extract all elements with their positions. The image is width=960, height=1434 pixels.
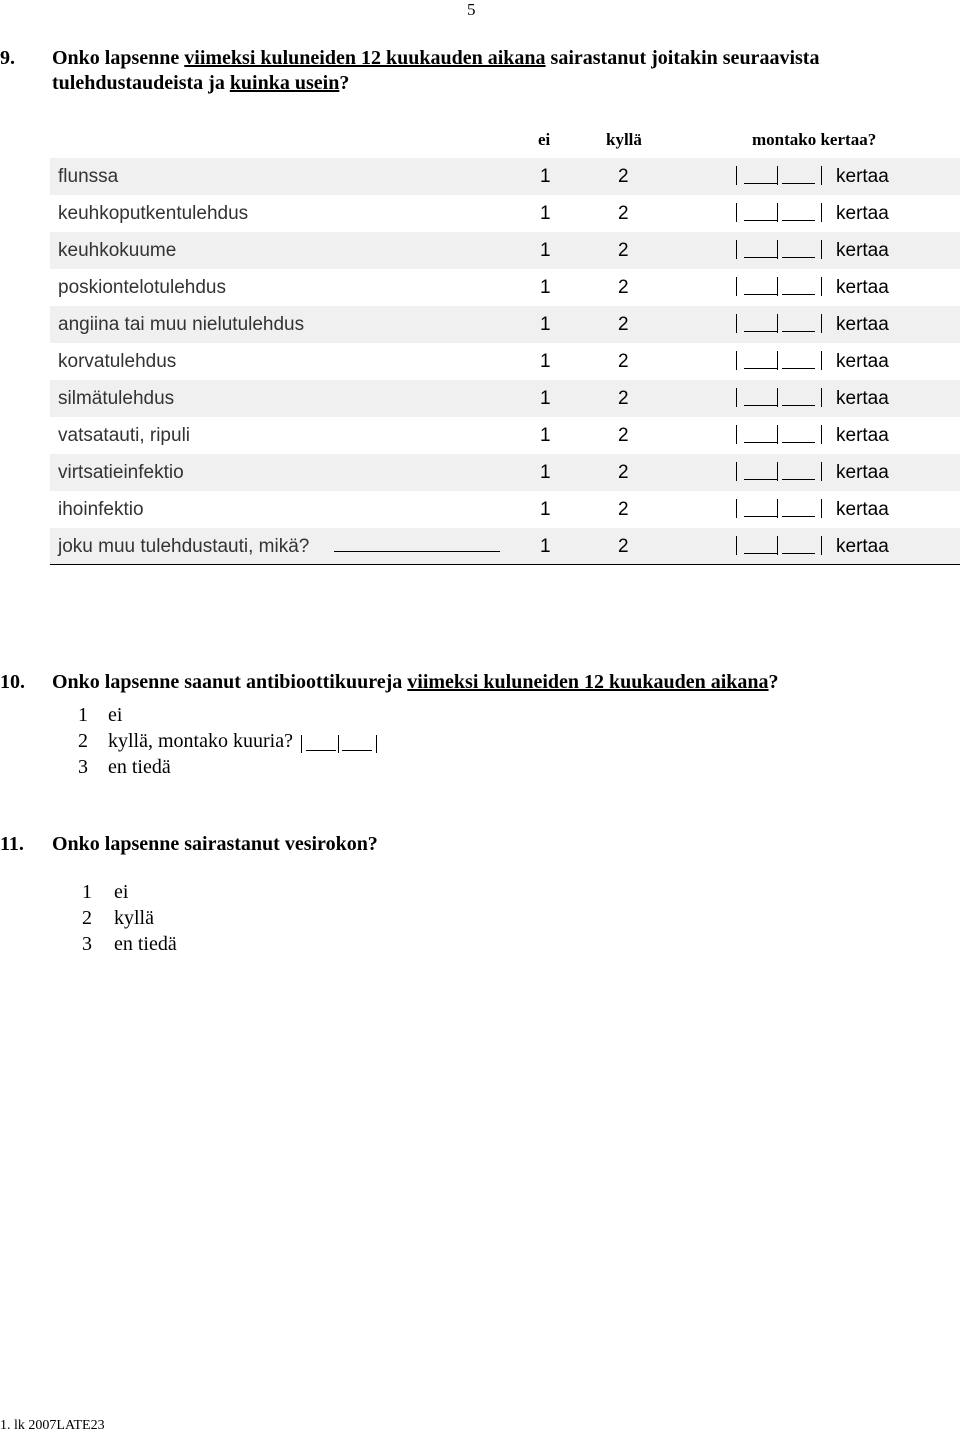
q10-text-b: ? [768,671,779,693]
row-label: keuhkokuume [58,240,177,261]
count-boxes[interactable] [736,462,821,481]
count-unit: kertaa [836,240,889,261]
table-row [50,528,960,565]
q10-text-underlined-period: viimeksi kuluneiden 12 kuukauden aikana [407,671,769,693]
count-boxes[interactable] [736,351,821,370]
question-9-line-1 [52,46,819,71]
option-yes[interactable]: 2 [618,166,629,187]
q11-option-1[interactable] [82,881,382,907]
count-boxes[interactable] [736,499,821,518]
page-number: 5 [467,0,476,19]
option-yes[interactable]: 2 [618,314,629,335]
q10-text-a: Onko lapsenne saanut antibioottikuureja [52,671,408,693]
q10-option-2-code: 2 [78,730,88,752]
q11-option-2[interactable] [82,907,382,933]
option-no[interactable]: 1 [540,499,551,520]
count-boxes[interactable] [736,240,821,259]
question-9-number: 9. [0,47,15,69]
q10-option-3[interactable] [78,756,478,782]
q10-option-3-code: 3 [78,756,88,778]
count-unit: kertaa [836,203,889,224]
other-infection-field[interactable] [334,535,500,552]
row-label: ihoinfektio [58,499,144,520]
question-10-number: 10. [0,671,25,693]
row-label: flunssa [58,166,119,187]
table-row [50,306,960,343]
infection-table [50,158,960,565]
option-yes[interactable]: 2 [618,536,629,557]
row-label: keuhkoputkentulehdus [58,203,249,224]
count-boxes[interactable] [736,166,821,185]
question-11-text: Onko lapsenne sairastanut vesirokon? [52,833,378,855]
column-header-no: ei [538,130,551,149]
option-yes[interactable]: 2 [618,499,629,520]
count-boxes[interactable] [736,203,821,222]
row-label: vatsatauti, ripuli [58,425,191,446]
count-unit: kertaa [836,277,889,298]
q11-option-2-code: 2 [82,907,92,929]
q10-option-2[interactable] [78,730,478,756]
q10-option-3-label: en tiedä [108,756,171,778]
row-label: korvatulehdus [58,351,177,372]
question-11-heading [0,832,960,857]
row-label: virtsatieinfektio [58,462,184,483]
option-yes[interactable]: 2 [618,462,629,483]
count-unit: kertaa [836,388,889,409]
q9-text-b: sairastanut joitakin seuraavista [545,47,820,69]
count-unit: kertaa [836,166,889,187]
count-unit: kertaa [836,351,889,372]
count-unit: kertaa [836,425,889,446]
column-header-count: montako kertaa? [752,130,877,149]
count-boxes[interactable] [736,314,821,333]
option-yes[interactable]: 2 [618,277,629,298]
column-header-yes: kyllä [606,130,642,149]
q11-option-1-code: 1 [82,881,92,903]
option-yes[interactable]: 2 [618,240,629,261]
q9-text-underlined-period: viimeksi kuluneiden 12 kuukauden aikana [184,47,546,69]
q10-option-1-label: ei [108,704,123,726]
q9-text-underlined-frequency: kuinka usein [229,72,340,94]
question-10-text [52,670,779,695]
q11-option-3[interactable] [82,933,382,959]
option-yes[interactable]: 2 [618,425,629,446]
table-row [50,491,960,528]
question-10-heading [0,670,960,695]
table-row [50,232,960,269]
table-bottom-rule [50,564,960,565]
q9-text-c: tulehdustaudeista ja [52,72,230,94]
q11-option-1-label: ei [114,881,129,903]
q9-text-d: ? [339,72,350,94]
count-boxes[interactable] [736,425,821,444]
option-no[interactable]: 1 [540,462,551,483]
count-unit: kertaa [836,314,889,335]
question-9-heading [0,46,960,96]
option-no[interactable]: 1 [540,388,551,409]
option-no[interactable]: 1 [540,425,551,446]
row-label: poskiontelotulehdus [58,277,226,298]
q11-option-3-code: 3 [82,933,92,955]
q9-text-a: Onko lapsenne [52,47,185,69]
count-boxes[interactable] [736,536,821,555]
table-row [50,380,960,417]
question-11-number: 11. [0,833,24,855]
option-no[interactable]: 1 [540,277,551,298]
count-unit: kertaa [836,499,889,520]
option-no[interactable]: 1 [540,314,551,335]
table-row [50,195,960,232]
q10-option-2-label: kyllä, montako kuuria? [108,730,293,752]
option-no[interactable]: 1 [540,536,551,557]
count-unit: kertaa [836,536,889,557]
row-label: silmätulehdus [58,388,175,409]
table-row [50,269,960,306]
option-yes[interactable]: 2 [618,203,629,224]
q10-option-1-code: 1 [78,704,88,726]
q10-option-2-content [108,730,377,753]
q11-option-2-label: kyllä [114,907,154,929]
table-row [50,454,960,491]
option-yes[interactable]: 2 [618,351,629,372]
count-unit: kertaa [836,462,889,483]
option-yes[interactable]: 2 [618,388,629,409]
footer-code: 1. lk 2007LATE23 [0,1418,105,1433]
option-no[interactable]: 1 [540,203,551,224]
table-row [50,417,960,454]
option-no[interactable]: 1 [540,351,551,372]
row-label: angiina tai muu nielutulehdus [58,314,305,335]
course-count-boxes[interactable] [301,735,377,753]
table-row [50,158,960,195]
option-no[interactable]: 1 [540,240,551,261]
row-label: joku muu tulehdustauti, mikä? [58,536,310,557]
count-boxes[interactable] [736,277,821,296]
table-row [50,343,960,380]
count-boxes[interactable] [736,388,821,407]
q10-option-1[interactable] [78,704,478,730]
option-no[interactable]: 1 [540,166,551,187]
question-9-line-2 [52,71,349,96]
q11-option-3-label: en tiedä [114,933,177,955]
